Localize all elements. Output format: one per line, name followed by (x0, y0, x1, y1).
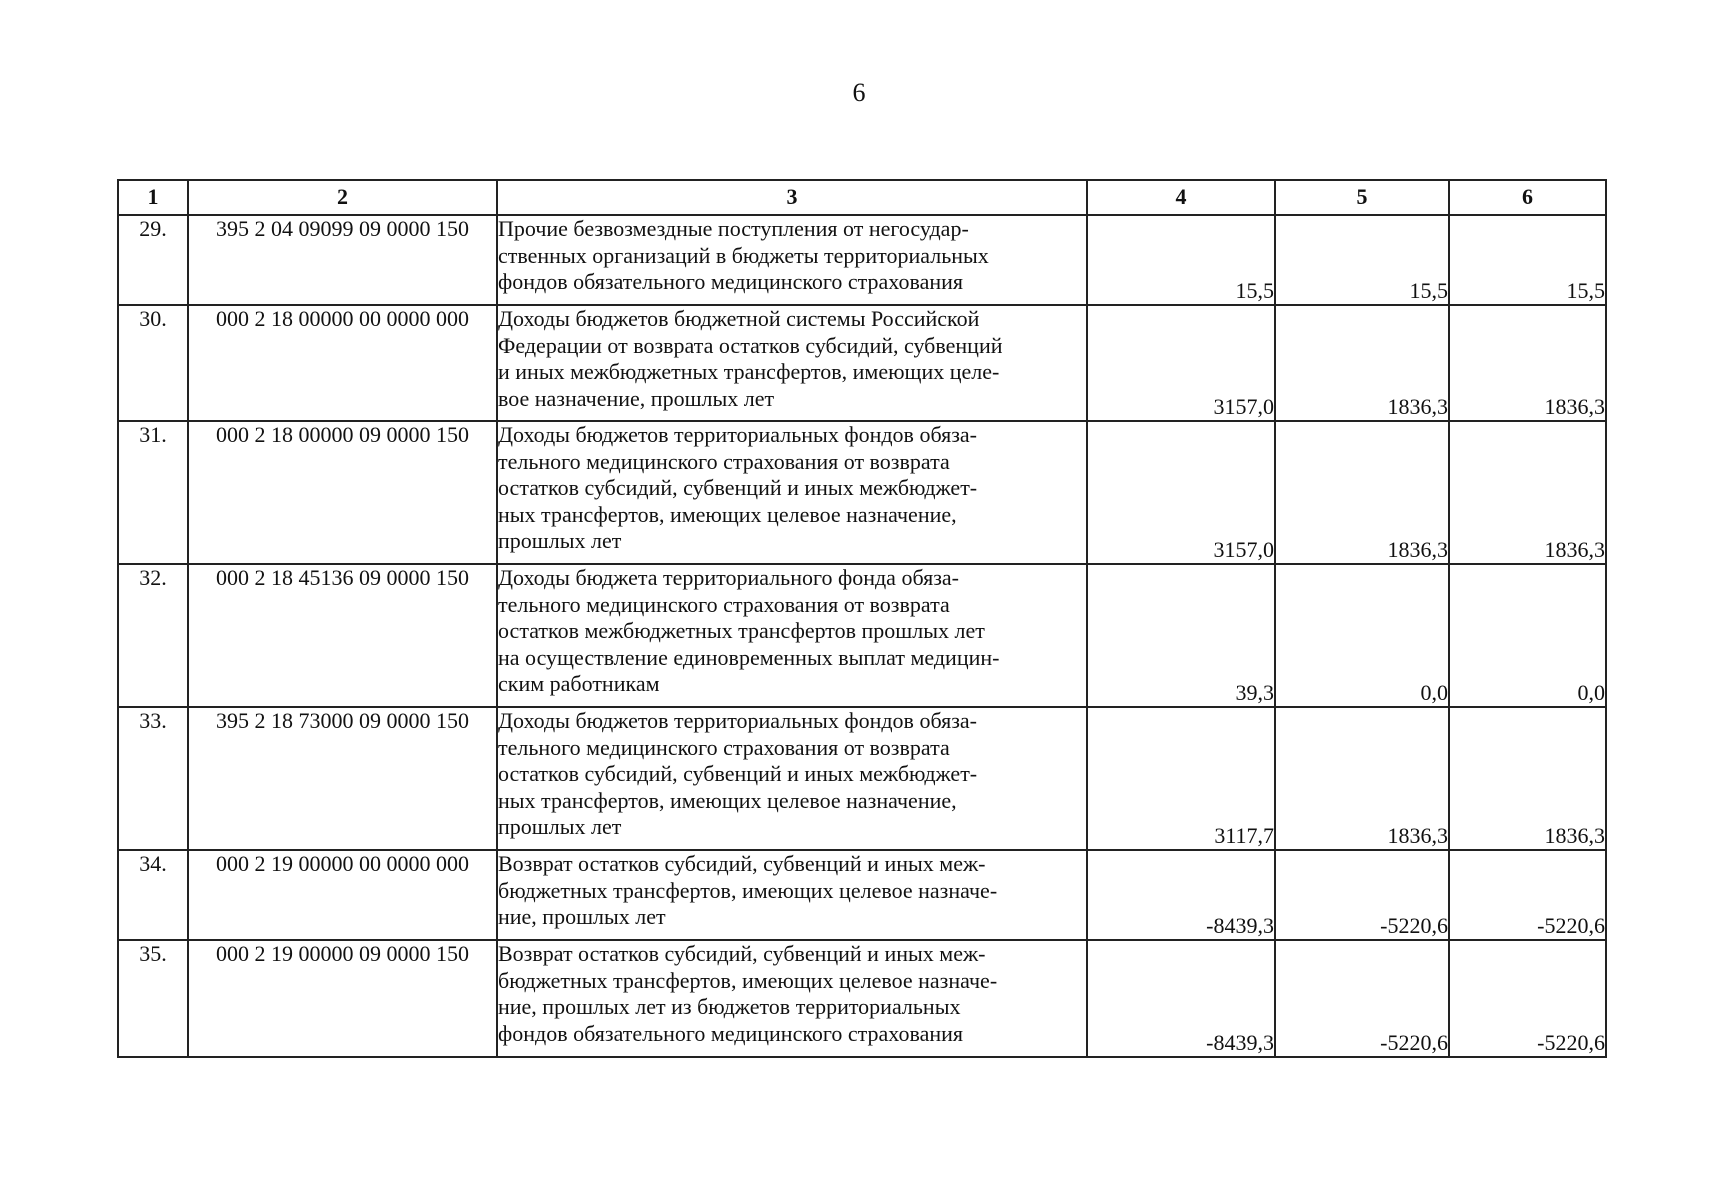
value-col-5: 1836,3 (1275, 305, 1449, 421)
budget-table (117, 179, 1607, 1058)
value-col-5: 0,0 (1275, 564, 1449, 707)
value-col-6: 15,5 (1449, 215, 1606, 305)
row-number: 35. (118, 940, 188, 1057)
value-col-4: 15,5 (1087, 215, 1275, 305)
row-number: 29. (118, 215, 188, 305)
header-cell-4: 4 (1087, 180, 1275, 215)
page-number: 6 (852, 78, 866, 107)
row-number: 34. (118, 850, 188, 940)
value-col-5: 1836,3 (1275, 421, 1449, 564)
revenue-name-text: Возврат остатков субсидий, субвенций и иных меж- бюджетных трансфертов, имеющих целевое назначе- ние, прошлых лет (498, 851, 998, 929)
value-col-4: 3157,0 (1087, 421, 1275, 564)
budget-code: 000 2 18 00000 00 0000 000 (188, 305, 497, 421)
table-row (118, 707, 1606, 850)
revenue-name-text: Доходы бюджетов территориальных фондов обяза- тельного медицинского страхования от возврата остатков субсидий, субвенций и иных межбюджет- ных трансфертов, имеющих целевое назначение, прошлых лет (498, 708, 978, 839)
value-col-5: -5220,6 (1275, 850, 1449, 940)
budget-code: 000 2 18 00000 09 0000 150 (188, 421, 497, 564)
revenue-name (497, 305, 1087, 421)
value-col-6: 1836,3 (1449, 305, 1606, 421)
revenue-name (497, 707, 1087, 850)
value-col-4: 3117,7 (1087, 707, 1275, 850)
value-col-6: -5220,6 (1449, 940, 1606, 1057)
revenue-name-text: Доходы бюджетов территориальных фондов обяза- тельного медицинского страхования от возврата остатков субсидий, субвенций и иных межбюджет- ных трансфертов, имеющих целевое назначение, прошлых лет (498, 422, 978, 553)
budget-code: 395 2 18 73000 09 0000 150 (188, 707, 497, 850)
table-row (118, 421, 1606, 564)
value-col-5: 15,5 (1275, 215, 1449, 305)
value-col-6: -5220,6 (1449, 850, 1606, 940)
table-row (118, 564, 1606, 707)
header-row (118, 180, 1606, 215)
value-col-4: 39,3 (1087, 564, 1275, 707)
table-row (118, 940, 1606, 1057)
value-col-6: 1836,3 (1449, 707, 1606, 850)
revenue-name-text: Возврат остатков субсидий, субвенций и иных меж- бюджетных трансфертов, имеющих целевое назначе- ние, прошлых лет из бюджетов территориальных фондов обязательного медицинского страхования (498, 941, 998, 1046)
header-cell-5: 5 (1275, 180, 1449, 215)
budget-code: 000 2 18 45136 09 0000 150 (188, 564, 497, 707)
value-col-6: 0,0 (1449, 564, 1606, 707)
table-row (118, 850, 1606, 940)
header-cell-3: 3 (497, 180, 1087, 215)
table-row (118, 305, 1606, 421)
row-number: 32. (118, 564, 188, 707)
budget-code: 000 2 19 00000 00 0000 000 (188, 850, 497, 940)
revenue-name (497, 421, 1087, 564)
value-col-4: -8439,3 (1087, 850, 1275, 940)
revenue-name-text: Доходы бюджетов бюджетной системы Российской Федерации от возврата остатков субсидий, субвенций и иных межбюджетных трансфертов, имеющих целе- вое назначение, прошлых лет (498, 306, 1003, 411)
header-cell-2: 2 (188, 180, 497, 215)
value-col-5: 1836,3 (1275, 707, 1449, 850)
header-cell-1: 1 (118, 180, 188, 215)
revenue-name-text: Доходы бюджета территориального фонда обяза- тельного медицинского страхования от возврата остатков межбюджетных трансфертов прошлых лет на осуществление единовременных выплат медицин- ским работникам (498, 565, 1000, 696)
budget-code: 395 2 04 09099 09 0000 150 (188, 215, 497, 305)
row-number: 31. (118, 421, 188, 564)
value-col-6: 1836,3 (1449, 421, 1606, 564)
revenue-name (497, 850, 1087, 940)
revenue-name (497, 940, 1087, 1057)
row-number: 30. (118, 305, 188, 421)
value-col-4: 3157,0 (1087, 305, 1275, 421)
revenue-name (497, 215, 1087, 305)
budget-code: 000 2 19 00000 09 0000 150 (188, 940, 497, 1057)
header-cell-6: 6 (1449, 180, 1606, 215)
table-row (118, 215, 1606, 305)
revenue-name (497, 564, 1087, 707)
row-number: 33. (118, 707, 188, 850)
revenue-name-text: Прочие безвозмездные поступления от негосудар- ственных организаций в бюджеты территориальных фондов обязательного медицинского страхования (498, 216, 989, 294)
value-col-4: -8439,3 (1087, 940, 1275, 1057)
value-col-5: -5220,6 (1275, 940, 1449, 1057)
